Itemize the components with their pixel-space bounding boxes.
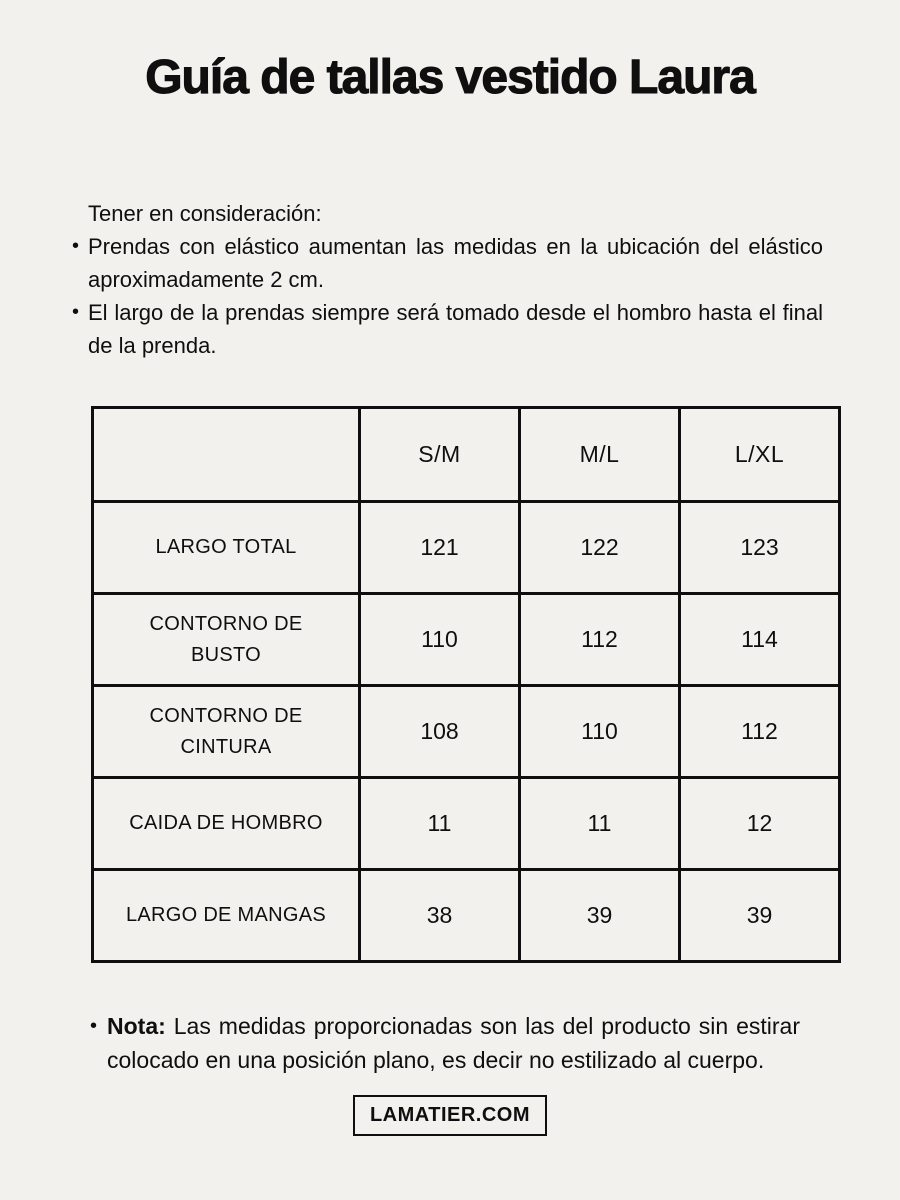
table-row: [93, 502, 840, 594]
note-text: Las medidas proporcionadas son las del producto sin estirar colocado en una posición plano, es decir no estilizado al cuerpo.: [107, 1013, 800, 1073]
corner-cell: [93, 408, 360, 502]
table-row: [93, 778, 840, 870]
cell-value: 122: [520, 502, 680, 594]
footer: [0, 1095, 900, 1136]
list-item: [72, 296, 823, 362]
page-title: Guía de tallas vestido Laura: [145, 51, 755, 104]
cell-value: 11: [360, 778, 520, 870]
cell-value: 12: [680, 778, 840, 870]
considerations-heading: Tener en consideración:: [88, 201, 322, 226]
cell-value: 11: [520, 778, 680, 870]
column-header-sm: S/M: [360, 408, 520, 502]
bullet-icon: •: [90, 1015, 98, 1037]
bullet-text: El largo de la prendas siempre será tomado desde el hombro hasta el final de la prenda.: [88, 300, 823, 358]
considerations-list: [72, 230, 823, 362]
table-row: [93, 594, 840, 686]
cell-value: 110: [360, 594, 520, 686]
note-label: Nota:: [107, 1013, 166, 1039]
list-item: [72, 230, 823, 296]
considerations-section: [72, 197, 823, 362]
cell-value: 123: [680, 502, 840, 594]
column-header-lxl: L/XL: [680, 408, 840, 502]
bullet-icon: •: [72, 235, 80, 257]
note-section: [90, 1009, 800, 1077]
cell-value: 39: [520, 870, 680, 962]
row-label: CONTORNO DE CINTURA: [93, 686, 360, 778]
table-header-row: [93, 408, 840, 502]
row-label: LARGO DE MANGAS: [93, 870, 360, 962]
cell-value: 39: [680, 870, 840, 962]
cell-value: 121: [360, 502, 520, 594]
cell-value: 110: [520, 686, 680, 778]
cell-value: 38: [360, 870, 520, 962]
cell-value: 112: [680, 686, 840, 778]
size-table: [91, 406, 841, 963]
table-row: [93, 870, 840, 962]
row-label: LARGO TOTAL: [93, 502, 360, 594]
bullet-icon: •: [72, 301, 80, 323]
bullet-text: Prendas con elástico aumentan las medidas en la ubicación del elástico aproximadamente 2 cm.: [88, 234, 823, 292]
cell-value: 112: [520, 594, 680, 686]
column-header-ml: M/L: [520, 408, 680, 502]
table-row: [93, 686, 840, 778]
cell-value: 108: [360, 686, 520, 778]
note-body: [107, 1009, 800, 1077]
row-label: CONTORNO DE BUSTO: [93, 594, 360, 686]
row-label: CAIDA DE HOMBRO: [93, 778, 360, 870]
cell-value: 114: [680, 594, 840, 686]
footer-brand: LAMATIER.COM: [353, 1095, 547, 1136]
